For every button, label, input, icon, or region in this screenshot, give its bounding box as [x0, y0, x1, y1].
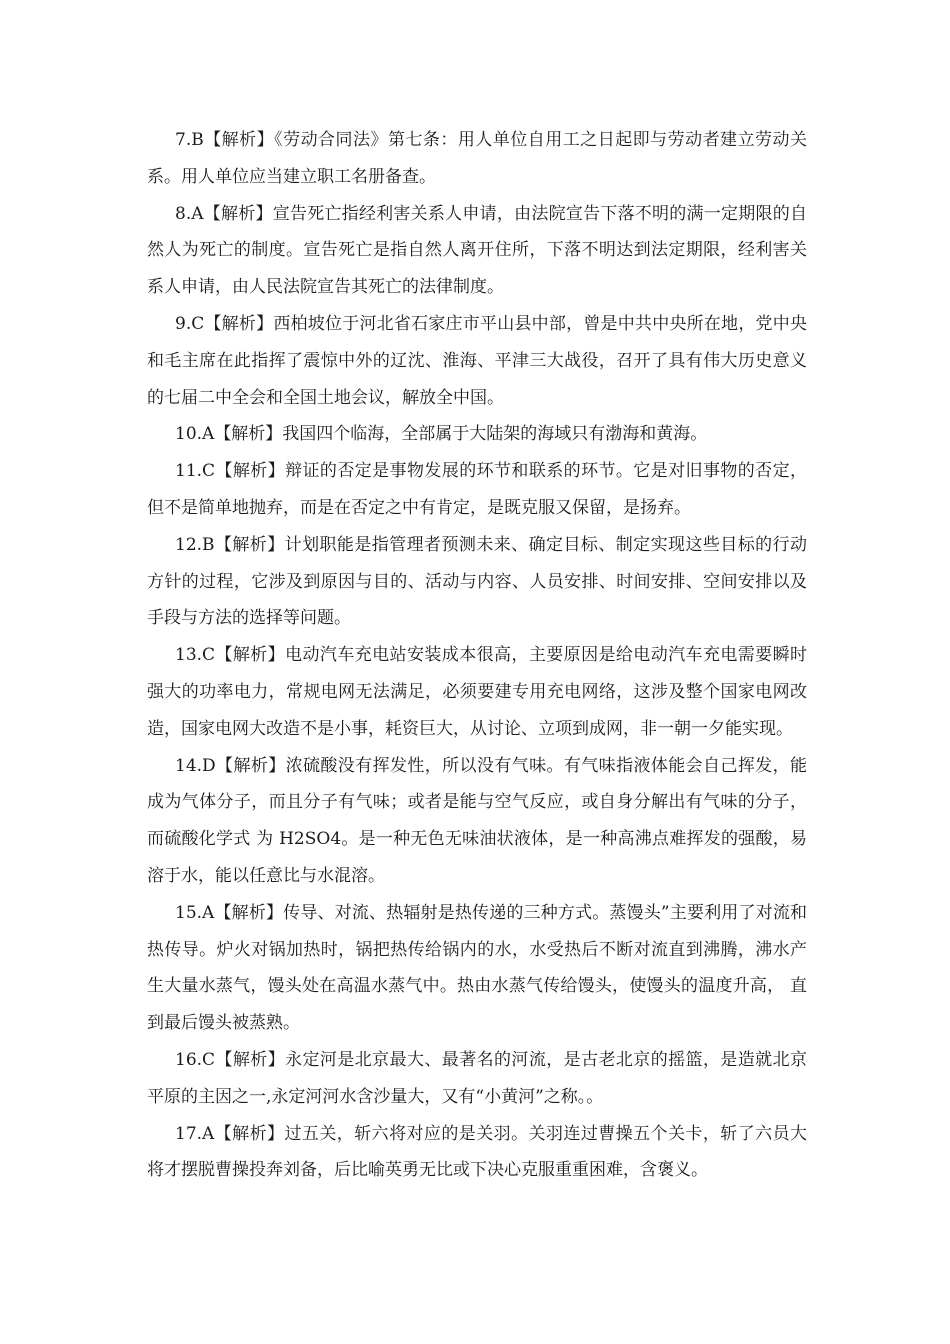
- answer-item-13: 13.C【解析】电动汽车充电站安装成本很高，主要原因是给电动汽车充电需要瞬时强大的功率电力，常规电网无法满足，必须要建专用充电网络，这涉及整个国家电网改造，国家电网大改造不是小事，耗资巨大，从讨论、立项到成网，非一朝一夕能实现。: [147, 645, 807, 739]
- answer-item-15: 15.A【解析】传导、对流、热辐射是热传递的三种方式。蒸馒头”主要利用了对流和热传导。炉火对锅加热时，锅把热传给锅内的水，水受热后不断对流直到沸腾，沸水产生大量水蒸气，馒头处在高温水蒸气中。热由水蒸气传给馒头，使馒头的温度升高， 直到最后馒头被蒸熟。: [147, 902, 807, 1034]
- answer-explanations: [147, 122, 807, 1189]
- answer-item-14: 14.D【解析】浓硫酸没有挥发性，所以没有气味。有气味指液体能会自己挥发，能成为气体分子，而且分子有气味；或者是能与空气反应，或自身分解出有气味的分子，而硫酸化学式 为 H2SO4。是一种无色无味油状液体，是一种高沸点难挥发的强酸，易溶于水，能以任意比与水混溶。: [147, 755, 807, 886]
- answer-item-16: 16.C【解析】永定河是北京最大、最著名的河流，是古老北京的摇篮，是造就北京平原的主因之一,永定河河水含沙量大，又有“小黄河”之称。。: [147, 1049, 807, 1107]
- answer-item-10: 10.A【解析】我国四个临海，全部属于大陆架的海域只有渤海和黄海。: [175, 424, 708, 445]
- answer-item-12: 12.B【解析】计划职能是指管理者预测未来、确定目标、制定实现这些目标的行动方针的过程，它涉及到原因与目的、活动与内容、人员安排、时间安排、空间安排以及手段与方法的选择等问题。: [147, 534, 807, 629]
- answer-item-11: 11.C【解析】辩证的否定是事物发展的环节和联系的环节。它是对旧事物的否定，但不是简单地抛弃，而是在否定之中有肯定，是既克服又保留，是扬弃。: [147, 461, 807, 518]
- answer-item-9: 9.C【解析】西柏坡位于河北省石家庄市平山县中部，曾是中共中央所在地，党中央和毛主席在此指挥了震惊中外的辽沈、淮海、平津三大战役，召开了具有伟大历史意义的七届二中全会和全国土地会议，解放全中国。: [147, 313, 807, 408]
- answer-item-8: 8.A【解析】宣告死亡指经利害关系人申请，由法院宣告下落不明的满一定期限的自然人为死亡的制度。宣告死亡是指自然人离开住所，下落不明达到法定期限，经利害关系人申请，由人民法院宣告其死亡的法律制度。: [147, 203, 807, 298]
- answer-item-17: 17.A【解析】过五关，斩六将对应的是关羽。关羽连过曹操五个关卡，斩了六员大将才摆脱曹操投奔刘备，后比喻英勇无比或下决心克服重重困难，含褒义。: [147, 1123, 807, 1181]
- answer-item-7: 7.B【解析】《劳动合同法》第七条：用人单位自用工之日起即与劳动者建立劳动关系。用人单位应当建立职工名册备查。: [147, 130, 807, 187]
